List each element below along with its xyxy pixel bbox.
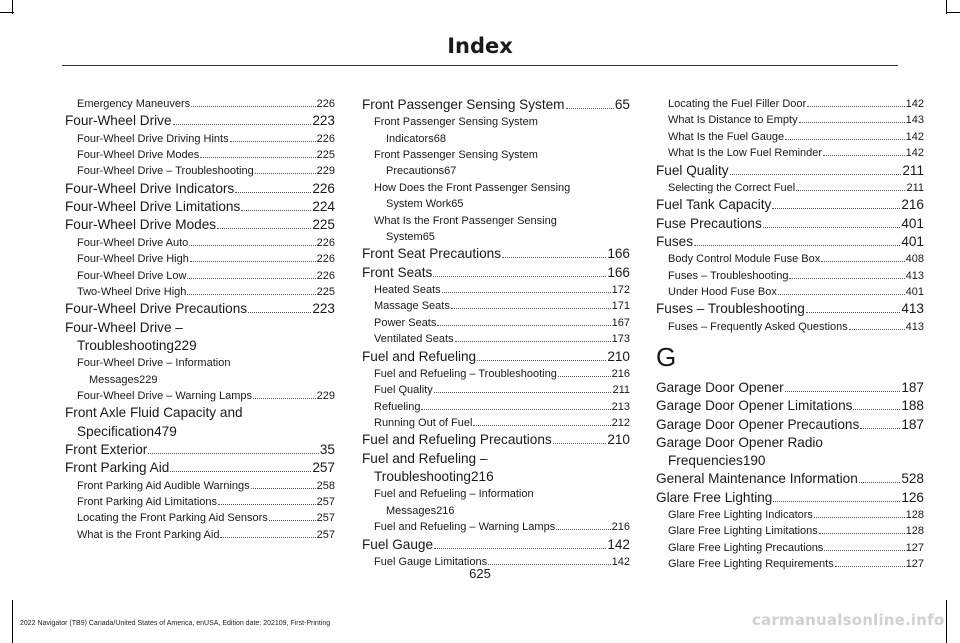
dot-leader [421,409,610,410]
index-column-2 [362,96,630,570]
page-reference[interactable]: 128 [905,509,924,522]
entry-label: Fuel Gauge Limitations [374,555,488,568]
page-reference[interactable]: 68 [433,132,446,145]
index-entry[interactable] [656,300,924,318]
page-reference[interactable]: 173 [611,333,630,346]
dot-leader [218,504,316,505]
entry-label: Four-Wheel Drive Indicators [65,180,235,196]
page-reference[interactable]: 65 [451,198,464,211]
index-column-1 [65,96,335,543]
page-reference[interactable]: 211 [906,181,924,194]
entry-label: Fuses – Troubleshooting [668,269,789,282]
dot-leader [556,529,610,530]
dot-leader [251,488,316,489]
entry-label: Two-Wheel Drive High [77,285,187,298]
index-entry[interactable] [362,96,630,114]
index-subentry[interactable] [362,298,630,314]
entry-label: Power Seats [374,316,437,329]
entry-label: Heated Seats [374,284,441,297]
page-reference[interactable]: 229 [316,389,335,402]
index-subentry[interactable] [362,366,630,382]
dot-leader [248,312,311,313]
entry-label: Garage Door Opener Precautions [656,416,860,432]
dot-leader [241,210,311,211]
entry-label: Front Axle Fluid Capacity and [65,405,243,421]
entry-label: Four-Wheel Drive Low [77,269,187,282]
page-title: Index [447,34,513,58]
dot-leader [773,501,900,502]
index-entry[interactable] [656,196,924,214]
edition-footer: 2022 Navigator (TB9) Canada/United States of America, enUSA, Edition date: 202109, First-Printing [20,620,331,627]
dot-leader [269,520,316,521]
entry-label: Glare Free Lighting Indicators [668,509,813,522]
index-subentry[interactable] [65,163,335,179]
entry-label: Fuses [656,233,694,249]
page-number: 625 [469,566,491,581]
entry-label: Front Exterior [65,441,148,457]
entry-label: What is the Front Parking Aid [77,528,220,541]
page-reference[interactable]: 223 [312,113,335,129]
dot-leader [217,228,311,229]
page-reference[interactable]: 210 [607,432,630,448]
dot-leader [807,106,904,107]
entry-label: Refueling [374,400,421,413]
page-reference[interactable]: 128 [905,525,924,538]
page-reference[interactable]: 216 [436,504,455,517]
page-reference[interactable]: 216 [470,469,494,485]
page-reference[interactable]: 528 [901,471,924,487]
index-entry[interactable] [65,459,335,477]
entry-label-continued: Troubleshooting [77,337,174,353]
dot-leader [442,292,611,293]
index-entry[interactable] [656,434,924,471]
entry-label: Fuel and Refueling [362,348,477,364]
index-subentry[interactable] [656,145,924,161]
index-entry[interactable] [656,233,924,251]
index-subentry[interactable] [65,355,335,388]
watermark: carmanualsonline.info [752,611,945,629]
index-subentry[interactable] [362,519,630,535]
page-reference[interactable]: 167 [611,316,630,329]
page-reference[interactable]: 226 [316,132,335,145]
entry-label: Glare Free Lighting [656,489,773,505]
page-reference[interactable]: 142 [905,130,924,143]
page-reference[interactable]: 408 [905,253,924,266]
index-entry[interactable] [65,319,335,356]
page-reference[interactable]: 226 [316,98,335,110]
entry-label: Selecting the Correct Fuel [668,181,796,194]
index-entry[interactable] [65,198,335,216]
entry-label-continued: Messages [89,373,140,386]
page-reference[interactable]: 166 [607,264,630,280]
entry-label: Four-Wheel Drive Auto [77,236,189,249]
entry-label: Garage Door Opener Limitations [656,398,853,414]
index-subentry[interactable] [362,213,630,246]
entry-label: Fuel and Refueling Precautions [362,432,552,448]
dot-leader [558,376,611,377]
dot-leader [200,157,315,158]
index-entry[interactable] [65,441,335,459]
dot-leader [789,278,904,279]
index-subentry[interactable] [656,523,924,539]
index-entry[interactable] [656,397,924,415]
index-subentry[interactable] [362,382,630,398]
page-reference[interactable]: 225 [316,285,335,298]
entry-label: Front Parking Aid Limitations [77,495,218,508]
page-reference[interactable]: 413 [905,269,924,282]
dot-leader [730,174,902,175]
page-reference[interactable]: 226 [316,269,335,282]
index-subentry[interactable] [65,478,335,494]
index-subentry[interactable] [362,399,630,415]
index-subentry[interactable] [65,527,335,543]
page-reference[interactable]: 257 [312,460,335,476]
page-reference[interactable]: 229 [139,373,158,386]
entry-label: Four-Wheel Drive – [65,319,183,335]
index-entry[interactable] [656,470,924,488]
page-reference[interactable]: 479 [154,423,177,439]
dot-leader [806,312,900,313]
entry-label-continued: Specification [77,423,155,439]
dot-leader [451,308,611,309]
index-entry[interactable] [362,245,630,263]
dot-leader [473,425,610,426]
entry-label: Fuel and Refueling – [362,450,488,466]
entry-label: Front Parking Aid [65,460,170,476]
dot-leader [255,173,316,174]
entry-label: Four-Wheel Drive Modes [65,217,217,233]
index-subentry[interactable] [362,147,630,180]
index-subentry[interactable] [656,540,924,556]
entry-label-continued: Messages [386,504,437,517]
dot-leader [437,325,610,326]
dot-leader [189,245,315,246]
entry-label-continued: Frequencies [668,453,743,469]
dot-leader [694,245,900,246]
entry-label: Four-Wheel Drive Driving Hints [77,132,229,145]
index-entry[interactable] [656,489,924,507]
index-subentry[interactable] [362,282,630,298]
entry-label: Fuel Quality [656,162,729,178]
page-reference[interactable]: 127 [905,558,924,571]
entry-label: What Is Distance to Empty [668,114,798,127]
dot-leader [823,155,905,156]
entry-label: Front Passenger Sensing System [362,97,565,112]
index-subentry[interactable] [65,494,335,510]
index-subentry[interactable] [65,251,335,267]
entry-label: Fuse Precautions [656,215,762,231]
dot-leader [860,428,900,429]
dot-leader [190,261,316,262]
entry-label: Fuel Gauge [362,536,434,552]
page-reference[interactable]: 172 [611,284,630,297]
page-reference[interactable]: 211 [612,384,630,397]
index-subentry[interactable] [656,180,924,196]
entry-label: Four-Wheel Drive Precautions [65,301,248,317]
page-reference[interactable]: 224 [312,199,335,215]
entry-label: Four-Wheel Drive – Information [77,357,231,370]
entry-label: Four-Wheel Drive [65,113,172,129]
page-reference[interactable]: 190 [742,453,766,469]
entry-label: Fuel and Refueling – Information [374,488,534,501]
entry-label: Fuel Tank Capacity [656,197,772,213]
page-reference[interactable]: 166 [607,246,630,262]
page-reference[interactable]: 225 [312,217,335,233]
entry-label: Garage Door Opener Radio [656,434,823,450]
index-column-3 [656,96,924,573]
page-reference[interactable]: 212 [611,417,630,430]
index-subentry[interactable] [656,319,924,335]
dot-leader [455,341,611,342]
entry-label: General Maintenance Information [656,471,858,487]
entry-label: Front Passenger Sensing System [374,116,538,129]
page-reference[interactable]: 142 [905,98,924,110]
entry-label: Front Parking Aid Audible Warnings [77,479,250,492]
index-subentry[interactable] [656,284,924,300]
dot-leader [488,564,611,565]
dot-leader [477,360,606,361]
page-reference[interactable]: 142 [607,536,630,552]
entry-label: Four-Wheel Drive Limitations [65,199,241,215]
page-reference[interactable]: 257 [316,512,335,525]
page-reference[interactable]: 257 [316,495,335,508]
dot-leader [253,398,316,399]
entry-label: Massage Seats [374,300,450,313]
index-entry[interactable] [65,180,335,198]
dot-leader [434,548,606,549]
dot-leader [191,106,316,107]
entry-label: How Does the Front Passenger Sensing [374,181,571,194]
page-reference[interactable]: 226 [316,253,335,266]
index-entry[interactable] [65,300,335,318]
index-subentry[interactable] [65,268,335,284]
entry-label: Front Seat Precautions [362,246,502,262]
page-reference[interactable]: 187 [901,380,924,395]
dot-leader [502,257,606,258]
entry-label: Four-Wheel Drive – Troubleshooting [77,165,254,178]
dot-leader [173,124,312,125]
dot-leader [821,261,904,262]
page-reference[interactable]: 211 [902,162,924,178]
entry-label: Emergency Maneuvers [77,98,191,110]
index-entry[interactable] [656,215,924,233]
dot-leader [763,227,901,228]
dot-leader [796,190,905,191]
entry-label: Garage Door Opener [656,380,784,395]
page-reference[interactable]: 210 [607,348,630,364]
page-reference[interactable]: 65 [422,231,435,244]
crop-mark-top-right-h [946,12,960,13]
dot-leader [772,208,900,209]
page-reference[interactable]: 226 [312,180,335,196]
entry-label: Glare Free Lighting Requirements [668,558,834,571]
page-reference[interactable]: 216 [611,521,630,534]
entry-label: Ventilated Seats [374,333,454,346]
entry-label: What Is the Low Fuel Reminder [668,147,823,160]
index-entry[interactable] [362,536,630,554]
dot-leader [849,329,905,330]
index-entry[interactable] [656,379,924,397]
index-entry[interactable] [362,450,630,487]
index-subentry[interactable] [65,131,335,147]
index-entry[interactable] [362,431,630,449]
page-reference[interactable]: 35 [319,441,335,457]
dot-leader [553,443,607,444]
index-subentry[interactable] [656,112,924,128]
dot-leader [824,550,904,551]
entry-label-continued: System Work [386,198,452,211]
dot-leader [859,482,901,483]
index-subentry[interactable] [656,507,924,523]
entry-label-continued: System [386,231,423,244]
index-subentry[interactable] [65,96,335,112]
page-reference[interactable]: 226 [316,236,335,249]
dot-leader [785,139,904,140]
index-subentry[interactable] [65,147,335,163]
index-subentry[interactable] [362,415,630,431]
index-subentry[interactable] [362,331,630,347]
dot-leader [187,278,315,279]
index-subentry[interactable] [362,486,630,519]
entry-label: Glare Free Lighting Limitations [668,525,818,538]
page-reference[interactable]: 126 [901,489,924,505]
page-reference[interactable]: 67 [444,165,457,178]
index-subentry[interactable] [362,180,630,213]
page-reference[interactable]: 223 [312,301,335,317]
dot-leader [434,392,612,393]
page-reference[interactable]: 171 [611,300,630,313]
entry-label: Front Seats [362,264,433,280]
page-reference[interactable]: 258 [316,479,335,492]
entry-label: Four-Wheel Drive – Warning Lamps [77,389,253,402]
index-subentry[interactable] [362,114,630,147]
page-reference[interactable]: 413 [905,320,924,333]
dot-leader [566,108,614,109]
title-divider [62,65,898,66]
page-reference[interactable]: 65 [614,97,630,112]
dot-leader [187,294,315,295]
index-entry[interactable] [65,216,335,234]
dot-leader [853,409,900,410]
section-letter: G [656,342,677,372]
dot-leader [235,192,311,193]
index-subentry[interactable] [65,284,335,300]
entry-label-continued: Indicators [386,132,434,145]
dot-leader [778,294,905,295]
page-reference[interactable]: 401 [905,285,924,298]
dot-leader [799,122,905,123]
crop-mark-top-left-h [0,12,14,13]
index-entry[interactable] [362,264,630,282]
dot-leader [433,276,606,277]
page-reference[interactable]: 225 [316,149,335,162]
entry-label: Fuel Quality [374,384,433,397]
index-entry[interactable] [656,416,924,434]
dot-leader [220,537,315,538]
entry-label: Locating the Fuel Filler Door [668,98,807,110]
index-subentry[interactable] [65,510,335,526]
page-reference[interactable]: 143 [905,114,924,127]
page-reference[interactable]: 413 [901,301,924,317]
entry-label: Body Control Module Fuse Box [668,253,821,266]
index-subentry[interactable] [656,251,924,267]
index-subentry[interactable] [656,96,924,112]
entry-label: Front Passenger Sensing System [374,149,538,162]
page-reference[interactable]: 229 [316,165,335,178]
crop-mark-bottom-right-v [946,600,947,643]
entry-label-continued: Precautions [386,165,445,178]
page-reference[interactable]: 127 [905,541,924,554]
page-reference[interactable]: 213 [611,400,630,413]
dot-leader [814,517,905,518]
crop-mark-bottom-left-v [12,600,13,643]
page-reference[interactable]: 401 [901,233,924,249]
page-reference[interactable]: 216 [611,367,630,380]
page-reference[interactable]: 401 [901,215,924,231]
index-subentry[interactable] [65,388,335,404]
dot-leader [230,141,316,142]
dot-leader [170,471,311,472]
dot-leader [819,533,905,534]
entry-label: What Is the Fuel Gauge [668,130,785,143]
entry-label: Fuses – Frequently Asked Questions [668,320,848,333]
index-subentry[interactable] [656,268,924,284]
index-entry[interactable] [65,112,335,130]
entry-label: Locating the Front Parking Aid Sensors [77,512,268,525]
page-reference[interactable]: 229 [173,337,197,353]
index-subentry[interactable] [362,315,630,331]
entry-label: Four-Wheel Drive High [77,253,189,266]
entry-label: What Is the Front Passenger Sensing [374,214,557,227]
index-entry[interactable] [362,348,630,366]
dot-leader [148,453,319,454]
entry-label-continued: Troubleshooting [374,469,471,485]
index-entry[interactable] [656,162,924,180]
dot-leader [785,391,901,392]
index-subentry[interactable] [656,129,924,145]
entry-label: Fuel and Refueling – Warning Lamps [374,521,556,534]
entry-label: Fuel and Refueling – Troubleshooting [374,367,557,380]
page-reference[interactable]: 216 [901,197,924,213]
entry-label: Four-Wheel Drive Modes [77,149,200,162]
page-reference[interactable]: 142 [611,555,630,568]
entry-label: Glare Free Lighting Precautions [668,541,824,554]
page-reference[interactable]: 142 [905,147,924,160]
index-subentry[interactable] [65,235,335,251]
page-reference[interactable]: 257 [316,528,335,541]
page-reference[interactable]: 188 [901,398,924,414]
entry-label: Fuses – Troubleshooting [656,301,805,317]
entry-label: Under Hood Fuse Box [668,285,777,298]
page-reference[interactable]: 187 [901,416,924,432]
index-entry[interactable] [65,404,335,441]
entry-label: Running Out of Fuel [374,417,473,430]
